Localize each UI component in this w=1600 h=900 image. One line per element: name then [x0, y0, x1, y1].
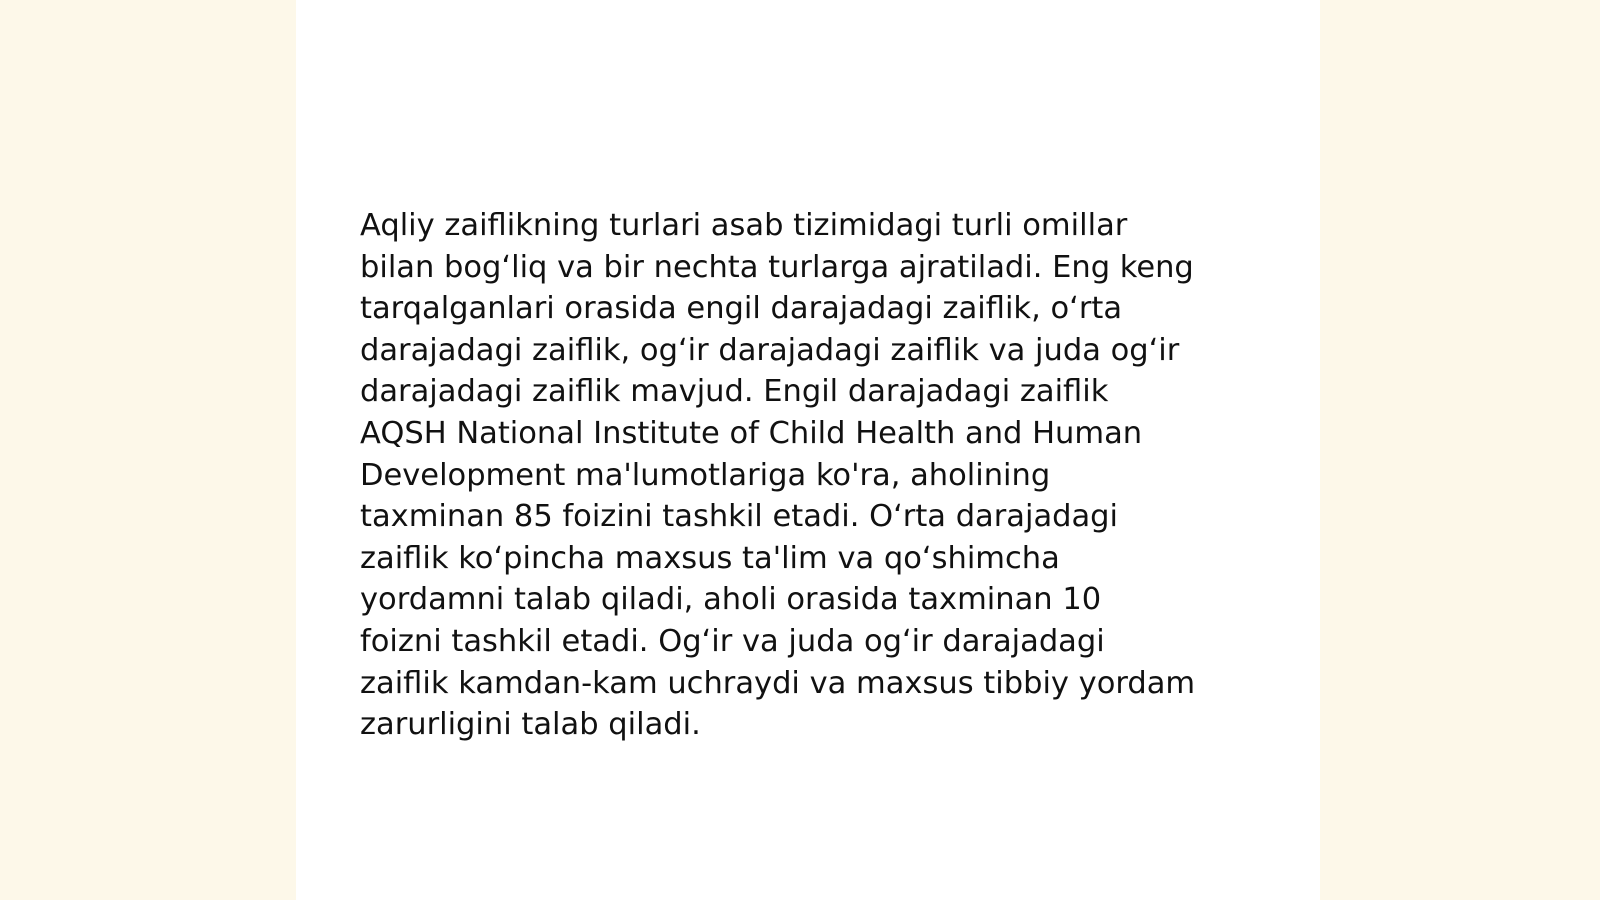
paragraph-line: Development ma'lumotlariga ko'ra, aholining: [360, 457, 1051, 493]
paragraph-line: zaiflik koʻpincha maxsus ta'lim va qoʻshimcha: [360, 540, 1060, 576]
paragraph-line: darajadagi zaiflik mavjud. Engil darajadagi zaiflik: [360, 374, 1109, 410]
paragraph-line: zarurligini talab qiladi.: [360, 707, 701, 743]
paragraph-line: Aqliy zaiflikning turlari asab tizimidagi turli omillar: [360, 208, 1128, 243]
paragraph-line: yordamni talab qiladi, aholi orasida taxminan 10: [360, 582, 1102, 618]
paragraph-line: AQSH National Institute of Child Health and Human: [360, 415, 1143, 451]
paragraph-line: bilan bogʻliq va bir nechta turlarga ajratiladi. Eng keng: [360, 249, 1194, 285]
paragraph-line: tarqalganlari orasida engil darajadagi zaiflik, oʻrta: [360, 291, 1123, 327]
paragraph-line: taxminan 85 foizini tashkil etadi. Oʻrta darajadagi: [360, 499, 1119, 535]
body-paragraph: [360, 205, 1260, 746]
paragraph-line: foizni tashkil etadi. Ogʻir va juda ogʻir darajadagi: [360, 623, 1105, 659]
paragraph-line: zaiflik kamdan-kam uchraydi va maxsus tibbiy yordam: [360, 665, 1196, 701]
document-page: [296, 0, 1320, 900]
paragraph-line: darajadagi zaiflik, ogʻir darajadagi zaiflik va juda ogʻir: [360, 332, 1180, 368]
